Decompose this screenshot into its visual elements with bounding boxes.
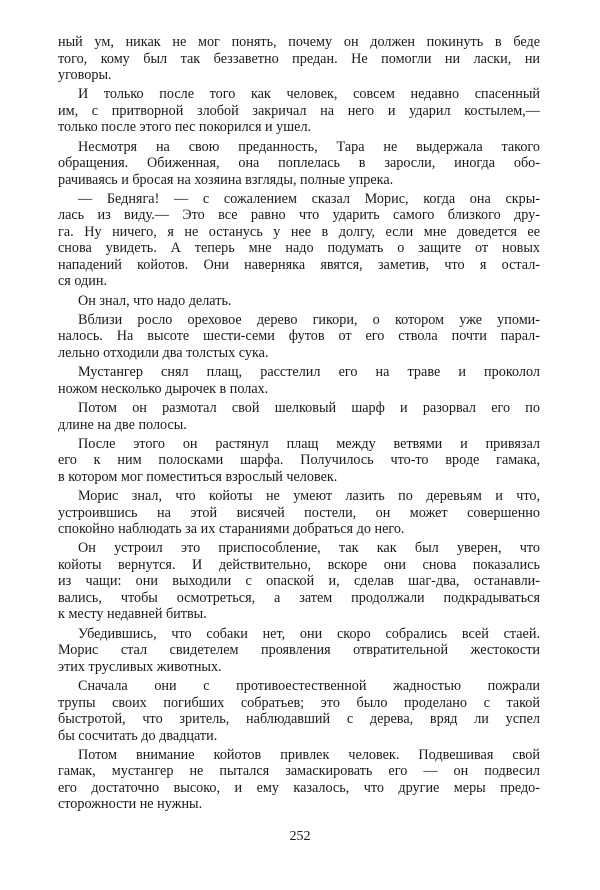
text-line: того, кому был так беззаветно предан. Не помогли ни ласки, ни <box>58 50 540 67</box>
text-line: его достаточно высоко, и ему казалось, что другие меры предо- <box>58 779 540 796</box>
paragraph <box>58 139 540 189</box>
text-line: Сначала они с противоестественной жадностью пожрали <box>78 678 540 695</box>
text-line: обращения. Обиженная, она поплелась в заросли, иногда обо- <box>58 155 540 172</box>
text-line: Морис знал, что койоты не умеют лазить по деревьям и что, <box>78 488 540 505</box>
text-line: к месту недавней битвы. <box>58 606 207 623</box>
text-line: Мустангер снял плащ, расстелил его на траве и проколол <box>78 364 540 381</box>
text-line: его к ним полосками шарфа. Получилось что-то вроде гамака, <box>58 452 540 469</box>
text-line: бы сосчитать до двадцати. <box>58 727 218 744</box>
text-line: устроившись на этой висячей постели, он может совершенно <box>58 504 540 521</box>
paragraph <box>58 747 540 813</box>
text-line: лась из виду.— Это все равно что ударить самого близкого дру- <box>58 207 540 224</box>
text-line: Потом он размотал свой шелковый шарф и разорвал его по <box>78 400 540 417</box>
text-line: ный ум, никак не мог понять, почему он должен покинуть в беде <box>58 34 540 50</box>
paragraph <box>58 678 540 744</box>
text-line: га. Ну ничего, я не останусь у нее в долгу, если мне доведется ее <box>58 223 540 240</box>
text-line: Морис стал свидетелем проявления отвратительной жестокости <box>58 642 540 659</box>
text-line: гамак, мустангер не пытался замаскировать его — он подвесил <box>58 763 540 780</box>
paragraph <box>58 86 540 136</box>
paragraph <box>58 191 540 290</box>
text-line: нападений койотов. Они наверняка явятся, заметив, что я остал- <box>58 256 540 273</box>
paragraph <box>58 400 540 433</box>
paragraph <box>58 540 540 623</box>
text-line: этих трусливых животных. <box>58 658 222 675</box>
text-line: И только после того как человек, совсем недавно спасенный <box>78 86 540 103</box>
text-line: им, с притворной злобой закричал на него и ударил костылем,— <box>58 102 540 119</box>
paragraph <box>58 293 540 310</box>
text-line: в котором мог поместиться взрослый человек. <box>58 468 338 485</box>
text-line: ножом несколько дырочек в полах. <box>58 380 269 397</box>
paragraph <box>58 626 540 676</box>
text-line: быстротой, что зритель, наблюдавший с дерева, вряд ли успел <box>58 711 540 728</box>
text-line: только после этого пес покорился и ушел. <box>58 119 312 136</box>
text-line: — Бедняга! — с сожалением сказал Морис, когда она скры- <box>78 190 540 207</box>
text-line: Он знал, что надо делать. <box>78 292 232 309</box>
text-line: рачиваясь и бросая на хозяина взгляды, полные упрека. <box>58 171 394 188</box>
text-line: длине на две полосы. <box>58 416 187 433</box>
text-line: Он устроил это приспособление, так как был уверен, что <box>78 540 540 557</box>
text-line: вались, чтобы осмотреться, а затем продолжали подкрадываться <box>58 589 540 606</box>
text-line: Несмотря на свою преданность, Тара не выдержала такого <box>78 138 540 155</box>
text-line: снова увидеть. А теперь мне надо подумать о защите от новых <box>58 240 540 257</box>
text-line: лельно отходили два толстых сука. <box>58 344 269 361</box>
text-line: После этого он растянул плащ между ветвями и привязал <box>78 435 540 452</box>
text-line: Вблизи росло ореховое дерево гикори, о котором уже упоми- <box>78 311 540 328</box>
page-body <box>58 34 540 816</box>
page-number: 252 <box>289 829 311 844</box>
text-line: ся один. <box>58 273 108 290</box>
text-line: Убедившись, что собаки нет, они скоро собрались всей стаей. <box>78 625 540 642</box>
text-line: трупы своих погибших собратьев; это было проделано с такой <box>58 694 540 711</box>
text-line: уговоры. <box>58 67 112 83</box>
text-line: налось. На высоте шести-семи футов от его ствола почти парал- <box>58 328 540 345</box>
paragraph <box>58 34 540 84</box>
text-line: Потом внимание койотов привлек человек. Подвешивая свой <box>78 746 540 763</box>
paragraph <box>58 364 540 397</box>
paragraph <box>58 312 540 362</box>
paragraph <box>58 436 540 486</box>
paragraph <box>58 488 540 538</box>
text-line: из чащи: они выходили с опаской и, сделав шаг-два, останавли- <box>58 573 540 590</box>
text-line: спокойно наблюдать за их стараниями добраться до него. <box>58 521 405 538</box>
text-line: койоты вернутся. И действительно, вскоре они снова показались <box>58 556 540 573</box>
text-line: сторожности не нужны. <box>58 796 203 813</box>
